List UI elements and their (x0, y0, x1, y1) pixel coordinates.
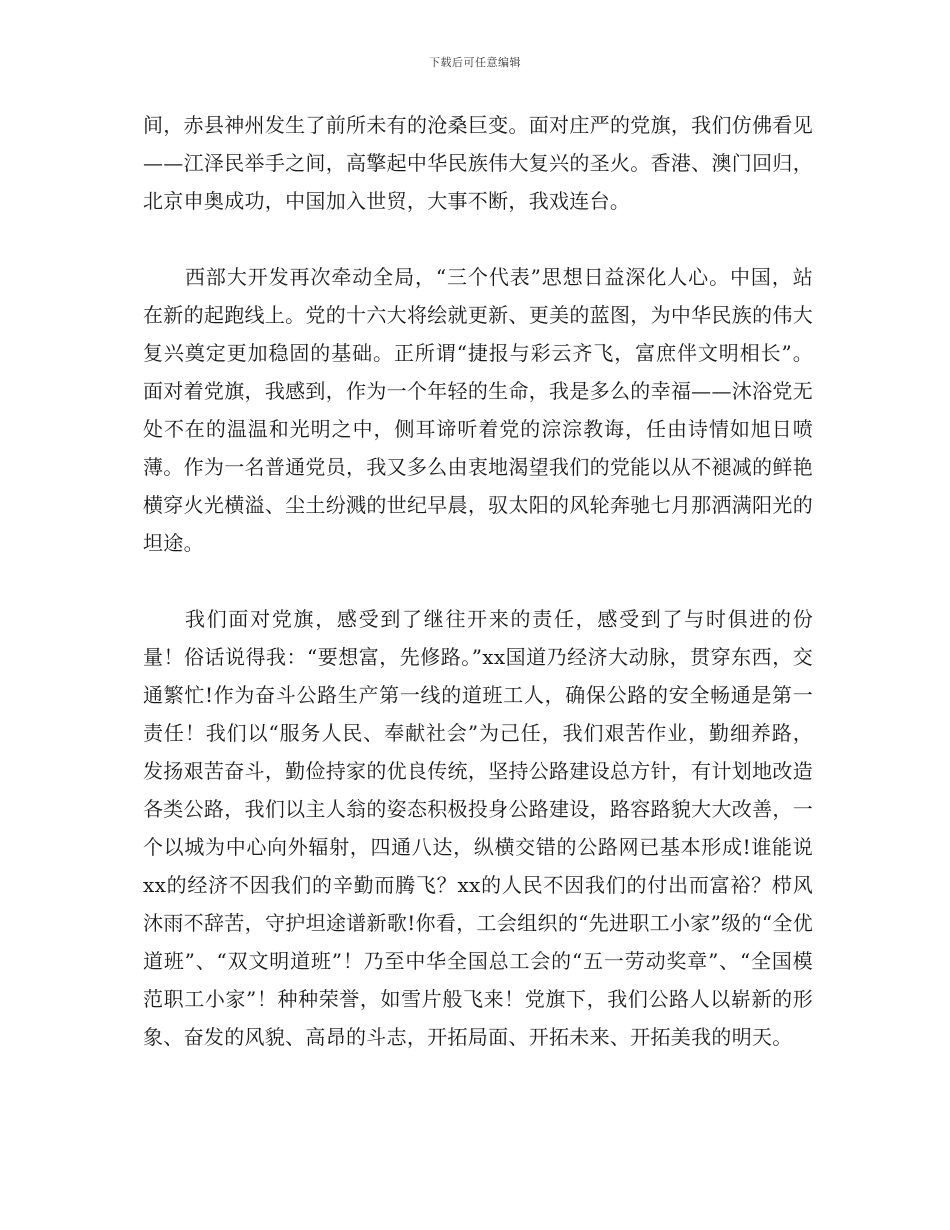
document-body (143, 106, 813, 1056)
paragraph-3: 我们面对党旗，感受到了继往开来的责任，感受到了与时俱进的份量！俗话说得我：“要想富，先修路。”xx国道乃经济大动脉，贯穿东西，交通繁忙!作为奋斗公路生产第一线的道班工人，确保公路的安全畅通是第一责任！我们以“服务人民、奉献社会”为己任，我们艰苦作业，勤细养路，发扬艰苦奋斗，勤俭持家的优良传统，坚持公路建设总方针，有计划地改造各类公路，我们以主人翁的姿态积极投身公路建设，路容路貌大大改善，一个以城为中心向外辐射，四通八达，纵横交错的公路网已基本形成!谁能说xx的经济不因我们的辛勤而腾飞？xx的人民不因我们的付出而富裕？栉风沐雨不辞苦，守护坦途谱新歌!你看，工会组织的“先进职工小家”级的“全优道班”、“双文明道班”！乃至中华全国总工会的“五一劳动奖章”、“全国模范职工小家”！种种荣誉，如雪片般飞来！党旗下，我们公路人以崭新的形象、奋发的风貌、高昂的斗志，开拓局面、开拓未来、开拓美我的明天。 (143, 607, 813, 1049)
page-header-note: 下载后可任意编辑 (429, 56, 521, 69)
paragraph-2: 西部大开发再次牵动全局，“三个代表”思想日益深化人心。中国，站在新的起跑线上。党的十六大将绘就更新、更美的蓝图，为中华民族的伟大复兴奠定更加稳固的基础。正所谓“捷报与彩云齐飞，富庶伴文明相长”。面对着党旗，我感到，作为一个年轻的生命，我是多么的幸福——沐浴党无处不在的温温和光明之中，侧耳谛听着党的淙淙教诲，任由诗情如旭日喷薄。作为一名普通党员，我又多么由衷地渴望我们的党能以从不褪减的鲜艳横穿火光横溢、尘土纷溅的世纪早晨，驭太阳的风轮奔驰七月那洒满阳光的坦途。 (143, 265, 813, 555)
paragraph-1: 间，赤县神州发生了前所未有的沧桑巨变。面对庄严的党旗，我们仿佛看见——江泽民举手之间，高擎起中华民族伟大复兴的圣火。香港、澳门回归，北京申奥成功，中国加入世贸，大事不断，我戏连台。 (143, 113, 813, 213)
